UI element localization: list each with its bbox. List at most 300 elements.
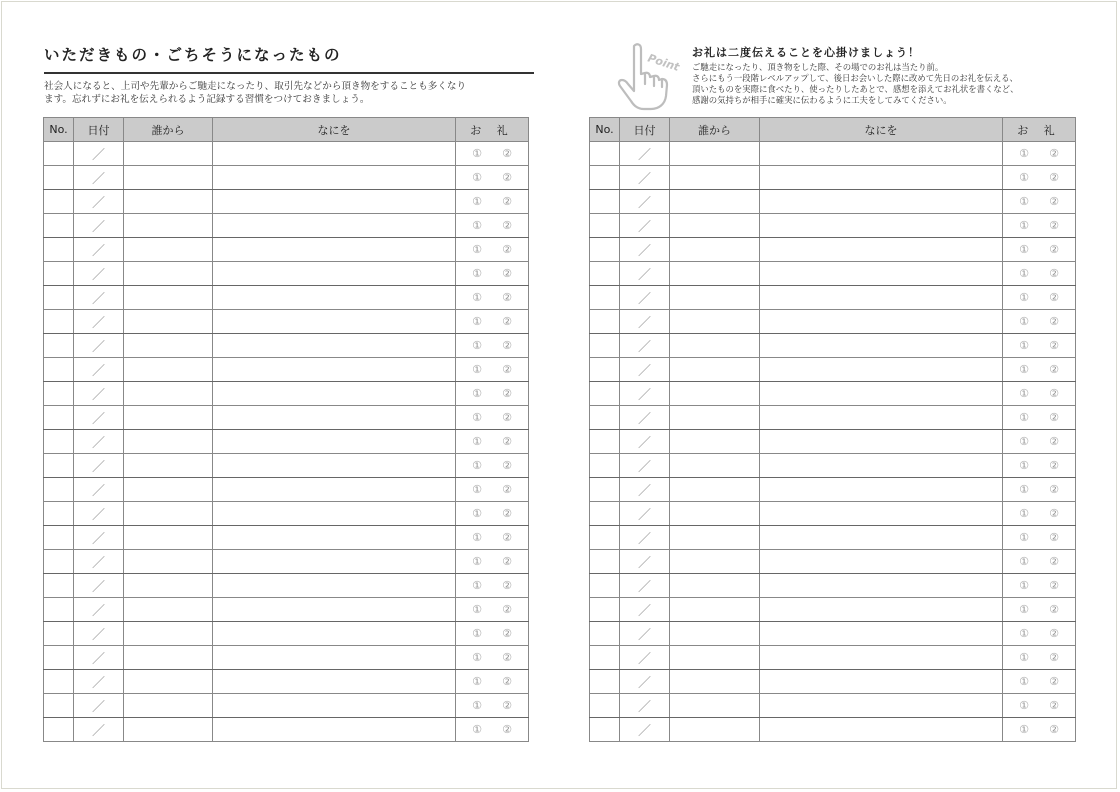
thanks-check-1[interactable]: ① bbox=[1019, 459, 1029, 472]
what-cell[interactable] bbox=[213, 478, 456, 502]
what-cell[interactable] bbox=[760, 550, 1003, 574]
thanks-check-1[interactable]: ① bbox=[472, 579, 482, 592]
what-cell[interactable] bbox=[760, 238, 1003, 262]
thanks-cell[interactable] bbox=[456, 454, 529, 478]
date-cell[interactable] bbox=[74, 526, 124, 550]
date-cell[interactable] bbox=[620, 718, 670, 742]
thanks-check-1[interactable]: ① bbox=[1019, 483, 1029, 496]
date-cell[interactable] bbox=[620, 574, 670, 598]
from-cell[interactable] bbox=[670, 190, 760, 214]
date-cell[interactable] bbox=[74, 238, 124, 262]
what-cell[interactable] bbox=[213, 598, 456, 622]
thanks-check-2[interactable]: ② bbox=[502, 363, 512, 376]
from-cell[interactable] bbox=[670, 286, 760, 310]
date-cell[interactable] bbox=[74, 718, 124, 742]
from-cell[interactable] bbox=[124, 142, 213, 166]
no-cell[interactable] bbox=[44, 670, 74, 694]
from-cell[interactable] bbox=[670, 718, 760, 742]
no-cell[interactable] bbox=[590, 262, 620, 286]
from-cell[interactable] bbox=[124, 406, 213, 430]
thanks-check-2[interactable]: ② bbox=[1049, 315, 1059, 328]
date-cell[interactable] bbox=[74, 190, 124, 214]
no-cell[interactable] bbox=[44, 166, 74, 190]
thanks-cell[interactable] bbox=[456, 718, 529, 742]
thanks-check-2[interactable]: ② bbox=[502, 555, 512, 568]
date-cell[interactable] bbox=[620, 454, 670, 478]
thanks-check-2[interactable]: ② bbox=[1049, 171, 1059, 184]
thanks-cell[interactable] bbox=[456, 358, 529, 382]
thanks-cell[interactable] bbox=[1003, 286, 1076, 310]
no-cell[interactable] bbox=[590, 166, 620, 190]
date-cell[interactable] bbox=[620, 142, 670, 166]
no-cell[interactable] bbox=[44, 478, 74, 502]
what-cell[interactable] bbox=[760, 454, 1003, 478]
from-cell[interactable] bbox=[124, 286, 213, 310]
what-cell[interactable] bbox=[760, 598, 1003, 622]
thanks-check-1[interactable]: ① bbox=[472, 315, 482, 328]
what-cell[interactable] bbox=[760, 574, 1003, 598]
thanks-check-1[interactable]: ① bbox=[472, 651, 482, 664]
date-cell[interactable] bbox=[620, 262, 670, 286]
thanks-cell[interactable] bbox=[1003, 166, 1076, 190]
thanks-cell[interactable] bbox=[1003, 358, 1076, 382]
what-cell[interactable] bbox=[213, 334, 456, 358]
date-cell[interactable] bbox=[620, 310, 670, 334]
thanks-check-2[interactable]: ② bbox=[1049, 483, 1059, 496]
date-cell[interactable] bbox=[74, 598, 124, 622]
thanks-cell[interactable] bbox=[1003, 718, 1076, 742]
thanks-check-1[interactable]: ① bbox=[472, 171, 482, 184]
what-cell[interactable] bbox=[760, 478, 1003, 502]
no-cell[interactable] bbox=[590, 718, 620, 742]
thanks-cell[interactable] bbox=[1003, 190, 1076, 214]
what-cell[interactable] bbox=[760, 646, 1003, 670]
thanks-cell[interactable] bbox=[1003, 550, 1076, 574]
from-cell[interactable] bbox=[670, 478, 760, 502]
from-cell[interactable] bbox=[124, 166, 213, 190]
date-cell[interactable] bbox=[74, 382, 124, 406]
what-cell[interactable] bbox=[760, 670, 1003, 694]
date-cell[interactable] bbox=[620, 238, 670, 262]
thanks-check-1[interactable]: ① bbox=[1019, 291, 1029, 304]
what-cell[interactable] bbox=[213, 238, 456, 262]
no-cell[interactable] bbox=[590, 646, 620, 670]
thanks-check-2[interactable]: ② bbox=[502, 627, 512, 640]
thanks-cell[interactable] bbox=[1003, 646, 1076, 670]
thanks-cell[interactable] bbox=[456, 406, 529, 430]
what-cell[interactable] bbox=[760, 310, 1003, 334]
date-cell[interactable] bbox=[620, 190, 670, 214]
what-cell[interactable] bbox=[213, 622, 456, 646]
thanks-check-2[interactable]: ② bbox=[502, 603, 512, 616]
thanks-check-2[interactable]: ② bbox=[502, 459, 512, 472]
thanks-check-1[interactable]: ① bbox=[1019, 315, 1029, 328]
thanks-check-1[interactable]: ① bbox=[1019, 723, 1029, 736]
no-cell[interactable] bbox=[44, 214, 74, 238]
thanks-check-2[interactable]: ② bbox=[502, 507, 512, 520]
date-cell[interactable] bbox=[620, 286, 670, 310]
thanks-cell[interactable] bbox=[1003, 310, 1076, 334]
thanks-check-2[interactable]: ② bbox=[1049, 555, 1059, 568]
from-cell[interactable] bbox=[670, 262, 760, 286]
date-cell[interactable] bbox=[620, 430, 670, 454]
no-cell[interactable] bbox=[590, 382, 620, 406]
thanks-check-1[interactable]: ① bbox=[472, 531, 482, 544]
what-cell[interactable] bbox=[760, 694, 1003, 718]
thanks-check-2[interactable]: ② bbox=[502, 699, 512, 712]
from-cell[interactable] bbox=[124, 334, 213, 358]
what-cell[interactable] bbox=[213, 718, 456, 742]
thanks-cell[interactable] bbox=[1003, 694, 1076, 718]
thanks-check-1[interactable]: ① bbox=[1019, 507, 1029, 520]
thanks-cell[interactable] bbox=[1003, 382, 1076, 406]
from-cell[interactable] bbox=[124, 262, 213, 286]
no-cell[interactable] bbox=[590, 478, 620, 502]
thanks-check-2[interactable]: ② bbox=[1049, 267, 1059, 280]
no-cell[interactable] bbox=[44, 598, 74, 622]
from-cell[interactable] bbox=[670, 526, 760, 550]
from-cell[interactable] bbox=[670, 454, 760, 478]
what-cell[interactable] bbox=[213, 502, 456, 526]
thanks-cell[interactable] bbox=[456, 430, 529, 454]
thanks-check-2[interactable]: ② bbox=[1049, 603, 1059, 616]
from-cell[interactable] bbox=[670, 574, 760, 598]
thanks-cell[interactable] bbox=[456, 502, 529, 526]
what-cell[interactable] bbox=[760, 142, 1003, 166]
no-cell[interactable] bbox=[44, 358, 74, 382]
no-cell[interactable] bbox=[590, 694, 620, 718]
thanks-check-1[interactable]: ① bbox=[1019, 531, 1029, 544]
what-cell[interactable] bbox=[213, 166, 456, 190]
date-cell[interactable] bbox=[74, 406, 124, 430]
from-cell[interactable] bbox=[124, 190, 213, 214]
thanks-check-1[interactable]: ① bbox=[1019, 435, 1029, 448]
what-cell[interactable] bbox=[213, 190, 456, 214]
no-cell[interactable] bbox=[44, 382, 74, 406]
what-cell[interactable] bbox=[760, 262, 1003, 286]
thanks-check-1[interactable]: ① bbox=[472, 627, 482, 640]
from-cell[interactable] bbox=[670, 502, 760, 526]
thanks-check-1[interactable]: ① bbox=[1019, 555, 1029, 568]
date-cell[interactable] bbox=[620, 526, 670, 550]
thanks-check-1[interactable]: ① bbox=[472, 699, 482, 712]
from-cell[interactable] bbox=[670, 358, 760, 382]
no-cell[interactable] bbox=[590, 310, 620, 334]
what-cell[interactable] bbox=[213, 526, 456, 550]
thanks-cell[interactable] bbox=[456, 478, 529, 502]
from-cell[interactable] bbox=[124, 574, 213, 598]
thanks-cell[interactable] bbox=[1003, 334, 1076, 358]
thanks-check-2[interactable]: ② bbox=[502, 147, 512, 160]
thanks-cell[interactable] bbox=[456, 166, 529, 190]
no-cell[interactable] bbox=[44, 622, 74, 646]
no-cell[interactable] bbox=[44, 238, 74, 262]
thanks-check-2[interactable]: ② bbox=[502, 723, 512, 736]
thanks-check-2[interactable]: ② bbox=[502, 435, 512, 448]
thanks-check-1[interactable]: ① bbox=[472, 555, 482, 568]
no-cell[interactable] bbox=[44, 574, 74, 598]
no-cell[interactable] bbox=[44, 262, 74, 286]
from-cell[interactable] bbox=[124, 670, 213, 694]
thanks-check-2[interactable]: ② bbox=[1049, 243, 1059, 256]
thanks-check-2[interactable]: ② bbox=[502, 267, 512, 280]
thanks-cell[interactable] bbox=[1003, 502, 1076, 526]
what-cell[interactable] bbox=[213, 214, 456, 238]
no-cell[interactable] bbox=[590, 238, 620, 262]
no-cell[interactable] bbox=[590, 214, 620, 238]
what-cell[interactable] bbox=[760, 526, 1003, 550]
thanks-cell[interactable] bbox=[456, 238, 529, 262]
thanks-check-2[interactable]: ② bbox=[1049, 291, 1059, 304]
thanks-check-1[interactable]: ① bbox=[472, 363, 482, 376]
date-cell[interactable] bbox=[620, 694, 670, 718]
date-cell[interactable] bbox=[74, 166, 124, 190]
thanks-cell[interactable] bbox=[1003, 574, 1076, 598]
thanks-cell[interactable] bbox=[456, 550, 529, 574]
thanks-check-2[interactable]: ② bbox=[502, 315, 512, 328]
date-cell[interactable] bbox=[620, 622, 670, 646]
thanks-check-1[interactable]: ① bbox=[472, 147, 482, 160]
from-cell[interactable] bbox=[124, 718, 213, 742]
from-cell[interactable] bbox=[124, 550, 213, 574]
from-cell[interactable] bbox=[670, 334, 760, 358]
date-cell[interactable] bbox=[620, 502, 670, 526]
no-cell[interactable] bbox=[44, 286, 74, 310]
date-cell[interactable] bbox=[620, 334, 670, 358]
no-cell[interactable] bbox=[590, 334, 620, 358]
no-cell[interactable] bbox=[590, 358, 620, 382]
date-cell[interactable] bbox=[620, 598, 670, 622]
thanks-check-2[interactable]: ② bbox=[1049, 459, 1059, 472]
date-cell[interactable] bbox=[620, 382, 670, 406]
thanks-cell[interactable] bbox=[456, 190, 529, 214]
thanks-cell[interactable] bbox=[456, 286, 529, 310]
thanks-check-2[interactable]: ② bbox=[1049, 435, 1059, 448]
thanks-cell[interactable] bbox=[1003, 622, 1076, 646]
thanks-cell[interactable] bbox=[1003, 142, 1076, 166]
thanks-cell[interactable] bbox=[456, 310, 529, 334]
thanks-cell[interactable] bbox=[1003, 214, 1076, 238]
thanks-check-1[interactable]: ① bbox=[1019, 147, 1029, 160]
thanks-check-2[interactable]: ② bbox=[502, 531, 512, 544]
from-cell[interactable] bbox=[124, 646, 213, 670]
thanks-check-2[interactable]: ② bbox=[502, 243, 512, 256]
thanks-check-2[interactable]: ② bbox=[502, 219, 512, 232]
from-cell[interactable] bbox=[670, 214, 760, 238]
from-cell[interactable] bbox=[124, 430, 213, 454]
date-cell[interactable] bbox=[74, 262, 124, 286]
thanks-check-2[interactable]: ② bbox=[502, 291, 512, 304]
from-cell[interactable] bbox=[670, 550, 760, 574]
from-cell[interactable] bbox=[670, 598, 760, 622]
thanks-check-1[interactable]: ① bbox=[1019, 627, 1029, 640]
thanks-check-1[interactable]: ① bbox=[472, 507, 482, 520]
thanks-cell[interactable] bbox=[456, 142, 529, 166]
no-cell[interactable] bbox=[44, 646, 74, 670]
thanks-check-1[interactable]: ① bbox=[1019, 699, 1029, 712]
what-cell[interactable] bbox=[760, 622, 1003, 646]
no-cell[interactable] bbox=[590, 454, 620, 478]
date-cell[interactable] bbox=[620, 670, 670, 694]
from-cell[interactable] bbox=[124, 214, 213, 238]
thanks-check-2[interactable]: ② bbox=[1049, 387, 1059, 400]
thanks-check-2[interactable]: ② bbox=[1049, 723, 1059, 736]
thanks-check-1[interactable]: ① bbox=[1019, 603, 1029, 616]
thanks-check-2[interactable]: ② bbox=[1049, 699, 1059, 712]
thanks-check-1[interactable]: ① bbox=[1019, 387, 1029, 400]
thanks-check-1[interactable]: ① bbox=[472, 339, 482, 352]
from-cell[interactable] bbox=[124, 454, 213, 478]
date-cell[interactable] bbox=[74, 574, 124, 598]
no-cell[interactable] bbox=[44, 310, 74, 334]
thanks-check-1[interactable]: ① bbox=[472, 219, 482, 232]
thanks-check-2[interactable]: ② bbox=[1049, 219, 1059, 232]
from-cell[interactable] bbox=[124, 598, 213, 622]
date-cell[interactable] bbox=[74, 286, 124, 310]
from-cell[interactable] bbox=[124, 622, 213, 646]
no-cell[interactable] bbox=[590, 598, 620, 622]
thanks-check-1[interactable]: ① bbox=[472, 387, 482, 400]
thanks-cell[interactable] bbox=[456, 574, 529, 598]
what-cell[interactable] bbox=[213, 670, 456, 694]
thanks-check-1[interactable]: ① bbox=[1019, 579, 1029, 592]
thanks-cell[interactable] bbox=[456, 382, 529, 406]
thanks-check-1[interactable]: ① bbox=[472, 291, 482, 304]
what-cell[interactable] bbox=[213, 430, 456, 454]
no-cell[interactable] bbox=[44, 454, 74, 478]
no-cell[interactable] bbox=[590, 526, 620, 550]
thanks-check-2[interactable]: ② bbox=[1049, 579, 1059, 592]
date-cell[interactable] bbox=[74, 310, 124, 334]
thanks-cell[interactable] bbox=[456, 214, 529, 238]
what-cell[interactable] bbox=[213, 646, 456, 670]
thanks-cell[interactable] bbox=[1003, 430, 1076, 454]
thanks-check-1[interactable]: ① bbox=[1019, 195, 1029, 208]
date-cell[interactable] bbox=[74, 454, 124, 478]
thanks-check-1[interactable]: ① bbox=[1019, 267, 1029, 280]
what-cell[interactable] bbox=[760, 406, 1003, 430]
thanks-check-1[interactable]: ① bbox=[1019, 411, 1029, 424]
what-cell[interactable] bbox=[213, 310, 456, 334]
thanks-check-1[interactable]: ① bbox=[1019, 243, 1029, 256]
thanks-check-1[interactable]: ① bbox=[1019, 651, 1029, 664]
thanks-cell[interactable] bbox=[456, 262, 529, 286]
date-cell[interactable] bbox=[74, 334, 124, 358]
thanks-check-2[interactable]: ② bbox=[502, 339, 512, 352]
date-cell[interactable] bbox=[74, 214, 124, 238]
from-cell[interactable] bbox=[670, 166, 760, 190]
date-cell[interactable] bbox=[74, 646, 124, 670]
from-cell[interactable] bbox=[124, 358, 213, 382]
thanks-check-2[interactable]: ② bbox=[1049, 507, 1059, 520]
from-cell[interactable] bbox=[124, 310, 213, 334]
date-cell[interactable] bbox=[74, 502, 124, 526]
thanks-check-1[interactable]: ① bbox=[472, 723, 482, 736]
no-cell[interactable] bbox=[590, 406, 620, 430]
from-cell[interactable] bbox=[124, 238, 213, 262]
no-cell[interactable] bbox=[44, 718, 74, 742]
thanks-check-2[interactable]: ② bbox=[502, 411, 512, 424]
date-cell[interactable] bbox=[74, 142, 124, 166]
thanks-check-1[interactable]: ① bbox=[1019, 219, 1029, 232]
thanks-check-2[interactable]: ② bbox=[502, 171, 512, 184]
no-cell[interactable] bbox=[44, 334, 74, 358]
no-cell[interactable] bbox=[590, 622, 620, 646]
thanks-cell[interactable] bbox=[456, 646, 529, 670]
from-cell[interactable] bbox=[124, 478, 213, 502]
thanks-cell[interactable] bbox=[456, 622, 529, 646]
thanks-check-1[interactable]: ① bbox=[1019, 675, 1029, 688]
from-cell[interactable] bbox=[670, 238, 760, 262]
thanks-check-2[interactable]: ② bbox=[502, 579, 512, 592]
thanks-check-2[interactable]: ② bbox=[1049, 675, 1059, 688]
what-cell[interactable] bbox=[760, 382, 1003, 406]
what-cell[interactable] bbox=[760, 358, 1003, 382]
thanks-check-1[interactable]: ① bbox=[472, 459, 482, 472]
what-cell[interactable] bbox=[760, 430, 1003, 454]
from-cell[interactable] bbox=[670, 694, 760, 718]
thanks-check-2[interactable]: ② bbox=[502, 483, 512, 496]
no-cell[interactable] bbox=[590, 430, 620, 454]
from-cell[interactable] bbox=[124, 382, 213, 406]
what-cell[interactable] bbox=[213, 550, 456, 574]
thanks-cell[interactable] bbox=[456, 670, 529, 694]
no-cell[interactable] bbox=[44, 142, 74, 166]
what-cell[interactable] bbox=[213, 286, 456, 310]
thanks-cell[interactable] bbox=[456, 334, 529, 358]
date-cell[interactable] bbox=[74, 550, 124, 574]
no-cell[interactable] bbox=[44, 526, 74, 550]
thanks-cell[interactable] bbox=[456, 526, 529, 550]
thanks-check-2[interactable]: ② bbox=[1049, 147, 1059, 160]
thanks-check-2[interactable]: ② bbox=[1049, 411, 1059, 424]
from-cell[interactable] bbox=[670, 430, 760, 454]
no-cell[interactable] bbox=[590, 550, 620, 574]
thanks-check-2[interactable]: ② bbox=[1049, 531, 1059, 544]
no-cell[interactable] bbox=[44, 502, 74, 526]
what-cell[interactable] bbox=[213, 142, 456, 166]
thanks-check-1[interactable]: ① bbox=[472, 603, 482, 616]
thanks-check-2[interactable]: ② bbox=[1049, 651, 1059, 664]
thanks-check-1[interactable]: ① bbox=[1019, 339, 1029, 352]
no-cell[interactable] bbox=[44, 190, 74, 214]
thanks-cell[interactable] bbox=[456, 694, 529, 718]
no-cell[interactable] bbox=[590, 142, 620, 166]
date-cell[interactable] bbox=[74, 622, 124, 646]
what-cell[interactable] bbox=[213, 406, 456, 430]
thanks-check-2[interactable]: ② bbox=[1049, 627, 1059, 640]
thanks-cell[interactable] bbox=[1003, 454, 1076, 478]
thanks-check-2[interactable]: ② bbox=[502, 675, 512, 688]
date-cell[interactable] bbox=[74, 430, 124, 454]
no-cell[interactable] bbox=[44, 550, 74, 574]
thanks-check-1[interactable]: ① bbox=[472, 195, 482, 208]
date-cell[interactable] bbox=[620, 214, 670, 238]
thanks-check-1[interactable]: ① bbox=[1019, 171, 1029, 184]
no-cell[interactable] bbox=[590, 286, 620, 310]
thanks-check-1[interactable]: ① bbox=[472, 267, 482, 280]
what-cell[interactable] bbox=[213, 694, 456, 718]
from-cell[interactable] bbox=[124, 694, 213, 718]
what-cell[interactable] bbox=[760, 190, 1003, 214]
no-cell[interactable] bbox=[44, 406, 74, 430]
thanks-check-2[interactable]: ② bbox=[502, 387, 512, 400]
what-cell[interactable] bbox=[213, 574, 456, 598]
from-cell[interactable] bbox=[124, 502, 213, 526]
thanks-check-2[interactable]: ② bbox=[1049, 195, 1059, 208]
thanks-check-1[interactable]: ① bbox=[472, 411, 482, 424]
what-cell[interactable] bbox=[760, 502, 1003, 526]
